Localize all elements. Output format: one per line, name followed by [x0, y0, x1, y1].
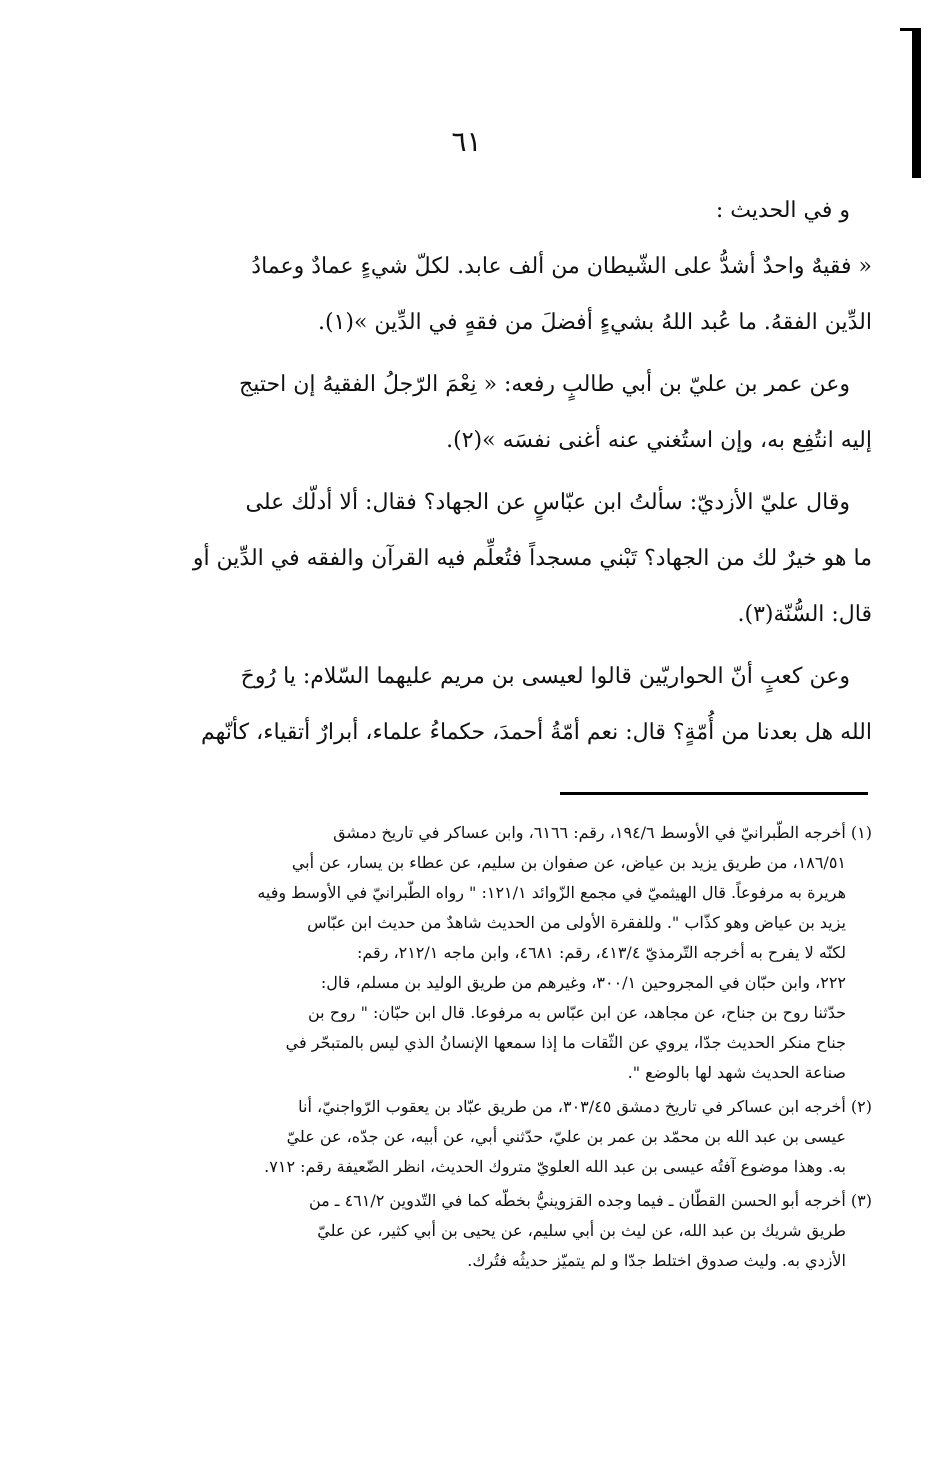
footnote-1 [80, 818, 872, 1088]
page-number: ٦١ [451, 125, 482, 158]
footnote-line: عيسى بن عبد الله بن محمّد بن عمر بن عليّ، حدّثني أبي، عن أبيه، عن جدّه، عن عليّ [286, 1127, 846, 1146]
footnote-separator [560, 792, 868, 795]
text-line: الله هل بعدنا من أُمّةٍ؟ قال: نعم أمّةُ أحمدَ، حكماءُ علماء، أبرارٌ أتقياء، كأنّهم [201, 720, 872, 745]
footnote-3 [80, 1186, 872, 1276]
paragraph-omar [80, 357, 872, 469]
text-line: وعن كعبٍ أنّ الحواريّين قالوا لعيسى بن مريم عليهما السّلام: يا رُوحَ [240, 664, 850, 689]
footnote-line: (١) أخرجه الطّبرانيّ في الأوسط ١٩٤/٦، رقم: ٦١٦٦، وابن عساكر في تاريخ دمشق [333, 823, 872, 842]
text-line: و في الحديث : [715, 198, 850, 223]
footnote-line: (٣) أخرجه أبو الحسن القطّان ـ فيما وجده القزوينيُّ بخطّه كما في التّدوين ٤٦١/٢ ـ من [308, 1191, 872, 1210]
footnote-line: حدّثنا روح بن جناح، عن مجاهد، عن ابن عبّاس به مرفوعا. قال ابن حبّان: " روح بن [308, 1003, 846, 1022]
text-line: وقال عليّ الأزديّ: سألتُ ابن عبّاسٍ عن الجهاد؟ فقال: ألا أدلّك على [245, 490, 850, 515]
text-line: إليه انتُفِع به، وإن استُغني عنه أغنى نفسَه »(٢). [446, 428, 872, 453]
footnote-line: ١٨٦/٥١، من طريق يزيد بن عياض، عن صفوان بن سليم، عن عطاء بن يسار، عن أبي [291, 853, 846, 872]
text-line: الدِّين الفقهُ. ما عُبد اللهُ بشيءٍ أفضلَ من فقهٍ في الدِّين »(١). [317, 310, 872, 335]
footnote-line: الأزدي به. وليث صدوق اختلط جدّا و لم يتميّز حديثُه فتُرك. [467, 1251, 846, 1270]
footnote-line: طريق شريك بن عبد الله، عن ليث بن أبي سليم، عن يحيى بن أبي كثير، عن عليّ [317, 1221, 846, 1240]
text-line: « فقيهٌ واحدٌ أشدُّ على الشّيطان من ألف عابد. لكلّ شيءٍ عمادٌ وعمادُ [251, 254, 872, 279]
text-line: ما هو خيرٌ لك من الجهاد؟ تَبْني مسجداً فتُعلِّم فيه القرآن والفقه في الدِّين أو [192, 546, 872, 571]
footnote-2 [80, 1092, 872, 1182]
footnote-line: لكنّه لا يفرح به أخرجه التّرمذيّ ٤١٣/٤، رقم: ٤٦٨١، وابن ماجه ٢١٢/١، رقم: [356, 943, 846, 962]
footnote-line: يزيد بن عياض وهو كذّاب ". وللفقرة الأولى من الحديث شاهدٌ من حديث ابن عبّاس [307, 913, 846, 932]
footnote-line: به. وهذا موضوع آفتُه عيسى بن عبد الله العلويّ متروك الحديث، انظر الضّعيفة رقم: ٧١٢. [264, 1157, 846, 1176]
text-line: وعن عمر بن عليّ بن أبي طالبٍ رفعه: « نِعْمَ الرّجلُ الفقيهُ إن احتيج [239, 372, 850, 397]
footnote-line: صناعة الحديث شهد لها بالوضع ". [627, 1063, 846, 1082]
footnote-line: ٢٢٢، وابن حبّان في المجروحين ٣٠٠/١، وغيرهم من طريق الوليد بن مسلم، قال: [320, 973, 846, 992]
main-body [80, 183, 872, 761]
footnote-line: هريرة به مرفوعاً. قال الهيثميّ في مجمع الزّوائد ١٢١/١: " رواه الطّبرانيّ في الأوسط وفيه [257, 883, 846, 902]
paragraph-hadith-intro [80, 183, 872, 239]
text-line: قال: السُّنّة(٣). [737, 602, 872, 627]
footnote-line: (٢) أخرجه ابن عساكر في تاريخ دمشق ٣٠٣/٤٥، من طريق عبّاد بن يعقوب الرّواجنيّ، أنا [298, 1097, 872, 1116]
paragraph-kaab [80, 649, 872, 761]
paragraph-hadith-quote [80, 239, 872, 351]
footnote-line: جناح منكر الحديث جدّا، يروي عن الثّقات ما إذا سمعها الإنسانُ الذي ليس بالمتبحّر في [285, 1033, 846, 1052]
paragraph-ali-azdi [80, 475, 872, 643]
footnotes [80, 818, 872, 1276]
